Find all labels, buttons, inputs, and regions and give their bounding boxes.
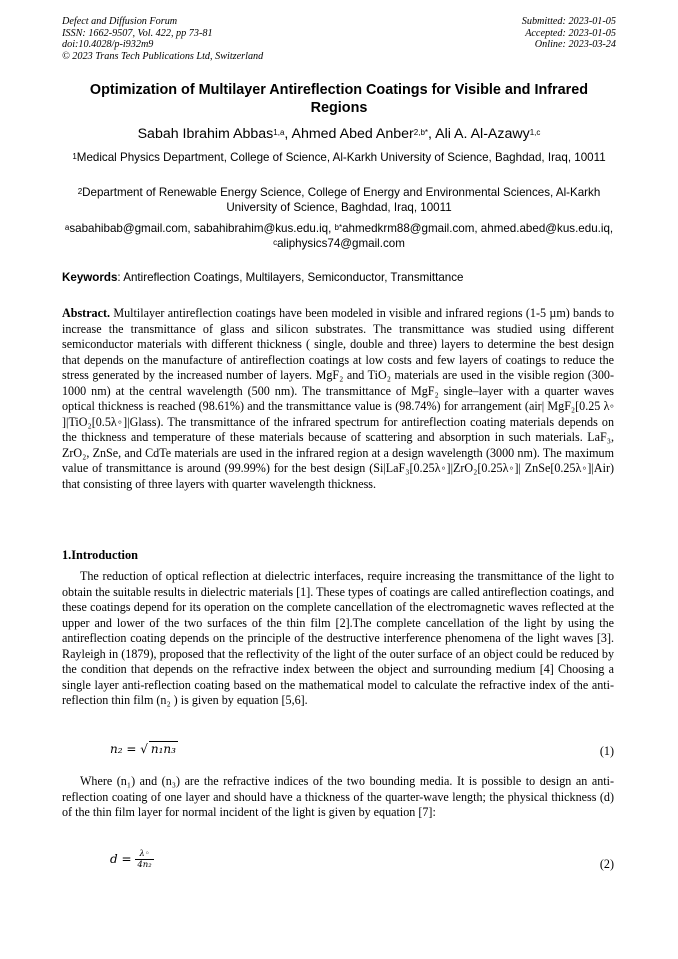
- keywords-label: Keywords: [62, 271, 118, 284]
- doi-line: doi:10.4028/p-i932m9: [62, 39, 154, 51]
- author-list: Sabah Ibrahim Abbas$^{1,a}$, Ahmed Abed Anber$^{2,b*}$, Ali A. Al-Azawy$^{1,c}$: [137, 126, 541, 142]
- equation-1: [62, 741, 614, 763]
- intro-paragraph: The reduction of optical reflection at dielectric interfaces, require increasing the transmittance of the light to obtain the suitable results in dielectric materials [1]. These types of coatings are called antireflection coatings, and these coatings depend for its operation on the complete cancellation of the electromagnetic waves reflected at the upper and lower of the two surfaces of the thin film [2].The complete cancellation of the light by using the antireflection coating depends on the principle of the destructive interference phenomena of the light waves [3]. Rayleigh in (1879), proposed that the reflectivity of the light of the outer surface of an object could be reduced by the condition that depends on the refractive index between the object and surrounding medium [4] Choosing a single layer anti-reflection coating based on the mathematical model to calculate the refractive index of the anti-reflection thin film (n₂ ) is given by equation [5,6].: [62, 569, 614, 707]
- accepted-date: Accepted: 2023-01-05: [525, 27, 616, 39]
- author-name: Sabah Ibrahim Abbas: [137, 126, 274, 142]
- submission-dates: [522, 16, 616, 51]
- author-name: Ali A. Al-Azawy: [435, 126, 530, 142]
- section-heading: 1.Introduction: [62, 548, 138, 562]
- abstract-text: Multilayer antireflection coatings have been modeled in visible and infrared regions (1-5 µm) bands to increase the transmittance of glass and silicon substrates. The transmittance was studied using different semiconductor materials with different thickness ( single, double and three) layers to determine the best design that depends on the manufacture of antireflection coatings at low costs and few layers of coatings to reduce the stress generated by the increased number of layers. MgF₂ and TiO₂ materials are used in the visible region (300-1000 nm) at the central wavelength (500 nm). The transmittance of MgF₂ single–layer with a quarter waves optical thickness is reached (98.61%) and the transmittance value is (98.74%) for arrangement (air| MgF₂[0.25 λ◦ ]|TiO₂[0.5λ◦]|Glass). The transmittance of the infrared spectrum for antireflection coating materials depends on the thickness and temperature of these materials because of scattering and absorption in such materials. LaF₃, ZrO₂, ZnSe, and CdTe materials are used in the infrared region at a design wavelength (3000 nm). The maximum value of transmittance is around (99.99%) for the best design (Si|LaF₃[0.25λ◦]|ZrO₂[0.25λ◦]| ZnSe[0.25λ◦]|Air) that consisting of three layers with quarter wavelength thickness.: [62, 306, 614, 491]
- paragraph-2: Where (n₁) and (n₃) are the refractive indices of the two bounding media. It is possible to design an anti-reflection coating of one layer and should have a thickness of the quarter-wave length; the physical thickness (d) of the thin film layer for normal incident of the light is given by equation [7]:: [62, 774, 614, 819]
- affiliation-text: Medical Physics Department, College of Science, Al-Karkh University of Science, Baghdad, Iraq, 10011: [76, 151, 606, 164]
- submitted-date: Submitted: 2023-01-05: [521, 16, 616, 27]
- email-c[interactable]: aliphysics74@gmail.com: [277, 237, 405, 250]
- author-affiliation-mark: 1,a: [273, 128, 285, 137]
- fraction-denominator: 4n₂: [137, 860, 152, 870]
- keywords: [62, 270, 616, 285]
- issn-line: ISSN: 1662-9507, Vol. 422, pp 73-81: [62, 27, 213, 39]
- journal-info: [62, 16, 263, 62]
- author-affiliation-mark: 1,c: [529, 128, 541, 137]
- equation-expression: [110, 849, 154, 870]
- equation-lhs: d =: [110, 852, 136, 866]
- online-date: Online: 2023-03-24: [534, 39, 616, 51]
- email-mark: a: [64, 223, 70, 232]
- equation-lhs: n₂ =: [110, 742, 141, 756]
- affiliation-text: Department of Renewable Energy Science, College of Energy and Environmental Sciences, Al-Karkh University of Science, Baghdad, Iraq, 10011: [82, 186, 601, 214]
- paper-title: Optimization of Multilayer Antireflection Coatings for Visible and Infrared Regions: [89, 82, 589, 116]
- affiliation-2: [62, 185, 616, 215]
- email-b[interactable]: ahmedkrm88@gmail.com, ahmed.abed@kus.edu.iq,: [342, 222, 614, 235]
- affiliation-1: [62, 150, 616, 165]
- email-mark: c: [273, 238, 278, 247]
- journal-name: Defect and Diffusion Forum: [62, 16, 178, 27]
- copyright-line: © 2023 Trans Tech Publications Ltd, Switzerland: [62, 50, 264, 62]
- author-affiliation-mark: 2,b*: [413, 128, 428, 137]
- author-name: Ahmed Abed Anber: [291, 126, 414, 142]
- email-mark: b*: [334, 223, 343, 232]
- keywords-text: : Antireflection Coatings, Multilayers, Semiconductor, Transmittance: [117, 271, 464, 284]
- abstract: [62, 306, 614, 492]
- email-a[interactable]: sabahibab@gmail.com, sabahibrahim@kus.edu.iq,: [69, 222, 335, 235]
- affiliation-mark: 2: [77, 187, 83, 196]
- sqrt-radicand: n₁n₃: [150, 742, 176, 756]
- equation-2: [62, 849, 614, 879]
- equation-expression: n₂ = √ n₁n₃: [110, 742, 176, 756]
- abstract-label: Abstract.: [62, 306, 111, 320]
- fraction-numerator: λ◦: [139, 849, 150, 859]
- email-list: [62, 221, 616, 251]
- fraction: [135, 849, 153, 870]
- equation-number: (2): [599, 857, 614, 871]
- equation-number: (1): [599, 744, 614, 758]
- affiliation-mark: 1: [72, 152, 77, 161]
